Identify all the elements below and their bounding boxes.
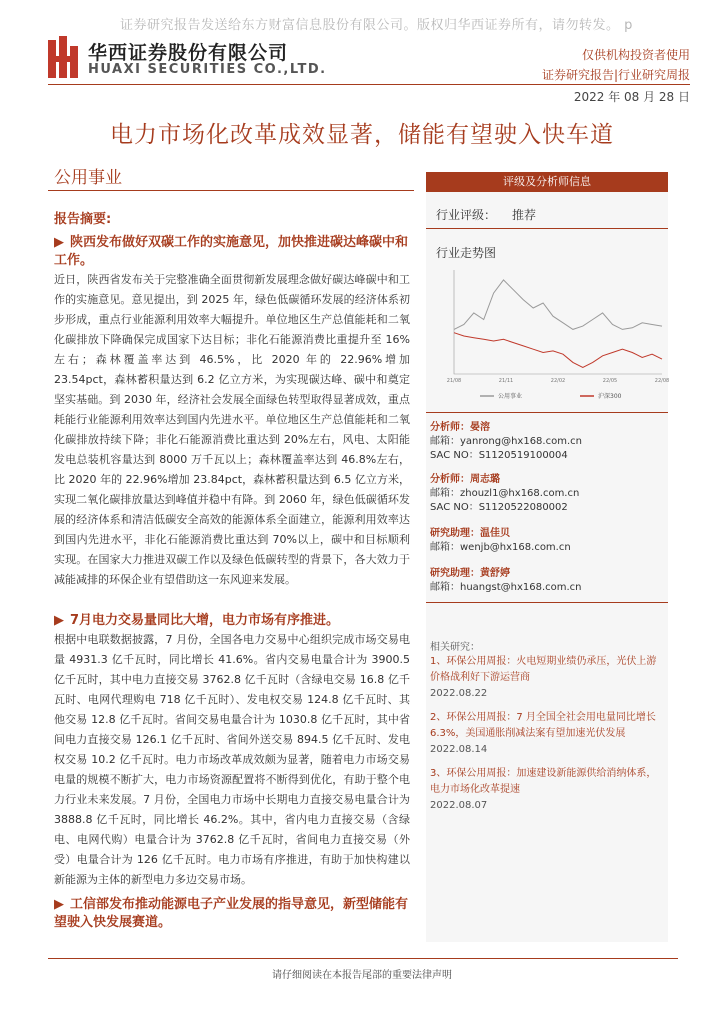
trend-chart-label: 行业走势图 bbox=[436, 246, 497, 260]
bullet-text: 工信部发布推动能源电子产业发展的指导意见，新型储能有望驶入快发展赛道。 bbox=[54, 897, 409, 930]
legend-label: 公用事业 bbox=[498, 393, 523, 400]
sector-label: 公用事业 bbox=[54, 168, 122, 188]
analyst-1-name: 分析师：晏溶 bbox=[430, 422, 490, 433]
sidebar-divider bbox=[426, 602, 668, 603]
bullet-heading-1 bbox=[54, 234, 410, 270]
summary-heading: 报告摘要: bbox=[54, 212, 112, 227]
assistant-1-name: 研究助理：温佳贝 bbox=[430, 528, 510, 539]
footer-divider bbox=[48, 958, 678, 959]
related-report-3[interactable]: 3、环保公用周报：加速建设新能源供给消纳体系，电力市场化改革提速 bbox=[430, 768, 657, 795]
company-name-en: HUAXI SECURITIES CO.,LTD. bbox=[88, 62, 327, 77]
huaxi-logo-icon bbox=[48, 36, 78, 78]
report-title: 电力市场化改革成效显著，储能有望驶入快车道 bbox=[110, 122, 614, 148]
analyst-2-email: 邮箱：zhouzl1@hx168.com.cn bbox=[430, 488, 580, 499]
sidebar-header: 评级及分析师信息 bbox=[426, 172, 668, 192]
x-tick-label: 22/08 bbox=[654, 378, 670, 384]
chart-axes bbox=[454, 270, 662, 374]
paragraph-1: 近日，陕西省发布关于完整准确全面贯彻新发展理念做好碳达峰碳中和工作的实施意见。意见提出，到 2025 年，绿色低碳循环发展的经济体系初步形成，重点行业能源利用效率大幅提升。单位地区生产总值能耗和二氧化碳排放下降确保完成国家下达目标；非化石能源消费比重提升至 16%左右；森林覆盖率达到 46.5%，比 2020 年的 22.96%增加 23.54pct，森林蓄积量达到 6.2 亿立方米，为实现碳达峰、碳中和奠定坚实基础。到 2030 年，经济社会发展全面绿色转型取得显著成效，重点耗能行业能源利用效率达到国内先进水平。单位地区生产总值能耗和二氧化碳排放持续下降；非化石能源消费比重达到 20%左右，风电、太阳能发电总装机容量达到 8000 万千瓦以上；森林覆盖率达到 46.8%左右，比 2020 年的 22.96%增加 23.84pct，森林蓄积量达到 6.5 亿立方米，实现二氧化碳排放量达到峰值并稳中有降。到 2060 年，绿色低碳循环发展的经济体系和清洁低碳安全高效的能源体系全面建立，能源利用效率达到国内先进水平，非化石能源消费比重达到 70%以上，碳中和目标顺利实现。在国家大力推进双碳工作以及绿色低碳转型的背景下，各大效力于减能减排的环保企业有望借助这一东风迎来发展。 bbox=[54, 273, 410, 586]
related-report-1[interactable]: 1、环保公用周报：火电短期业绩仍承压，光伏上游价格战利好下游运营商 bbox=[430, 656, 657, 683]
related-report-1-date: 2022.08.22 bbox=[430, 688, 488, 699]
sidebar-divider bbox=[426, 228, 668, 229]
triangle-bullet-icon: ▶ bbox=[54, 613, 64, 628]
legal-footer: 请仔细阅读在本报告尾部的重要法律声明 bbox=[272, 970, 452, 981]
triangle-bullet-icon: ▶ bbox=[54, 897, 64, 912]
rating-label: 行业评级： bbox=[436, 208, 497, 222]
assistant-2-name: 研究助理：黄舒婷 bbox=[430, 568, 510, 579]
bullet-heading-2 bbox=[54, 612, 410, 630]
related-report-2-date: 2022.08.14 bbox=[430, 744, 488, 755]
bullet-heading-3 bbox=[54, 896, 410, 932]
analyst-1-sac: SAC NO：S1120519100004 bbox=[430, 450, 568, 461]
paragraph-2: 根据中电联数据披露，7 月份，全国各电力交易中心组织完成市场交易电量 4931.3 亿千瓦时，同比增长 41.6%。省内交易电量合计为 3900.5 亿千瓦时，其中电力直接交易 3762.8 亿千瓦时（含绿电交易 16.8 亿千瓦时、电网代理购电 718 亿千瓦时）、发电权交易 124.8 亿千瓦时、其他交易 12.8 亿千瓦时。省间交易电量合计为 1030.8 亿千瓦时，其中省间电力直接交易 126.1 亿千瓦时、省间外送交易 894.5 亿千瓦时、发电权交易 10.2 亿千瓦时。电力市场改革成效颇为显著，随着电力市场交易电量的规模不断扩大，电力市场资源配置将不断得到优化，有助于整个电力行业未来发展。7 月份，全国电力市场中长期电力直接交易电量合计为 3888.8 亿千瓦时，同比增长 46.2%。其中，省内电力直接交易（含绿电、电网代购）电量合计为 3762.8 亿千瓦时，省间电力直接交易（外受）电量合计为 126 亿千瓦时。电力市场有序推进，有助于加快构建以新能源为主体的新型电力多边交易市场。 bbox=[54, 633, 410, 886]
rating-value: 推荐 bbox=[512, 208, 537, 222]
series-line-1 bbox=[454, 280, 662, 330]
bullet-text: 陕西发布做好双碳工作的实施意见，加快推进碳达峰碳中和工作。 bbox=[54, 235, 409, 268]
related-research-heading: 相关研究： bbox=[430, 642, 480, 653]
analyst-2-sac: SAC NO：S1120522080002 bbox=[430, 502, 568, 513]
assistant-1-email: 邮箱：wenjb@hx168.com.cn bbox=[430, 542, 571, 553]
series-line-2 bbox=[454, 333, 662, 368]
triangle-bullet-icon: ▶ bbox=[54, 235, 64, 250]
related-report-2[interactable]: 2、环保公用周报：7 月全国全社会用电量同比增长 6.3%，美国通胀削减法案有望加速光伏发展 bbox=[430, 712, 656, 739]
watermark-text: 证券研究报告发送给东方财富信息股份有限公司。版权归华西证券所有，请勿转发。 p bbox=[120, 18, 633, 33]
x-tick-label: 21/11 bbox=[498, 378, 514, 384]
report-date: 2022 年 08 月 28 日 bbox=[573, 90, 690, 104]
x-tick-label: 22/02 bbox=[550, 378, 566, 384]
sector-divider bbox=[48, 190, 414, 191]
industry-trend-chart bbox=[430, 262, 670, 410]
analyst-2-name: 分析师：周志璐 bbox=[430, 474, 500, 485]
report-type: 证券研究报告|行业研究周报 bbox=[541, 68, 690, 82]
x-tick-label: 22/05 bbox=[602, 378, 618, 384]
company-name-cn: 华西证券股份有限公司 bbox=[88, 42, 289, 64]
legend-label: 沪深300 bbox=[598, 393, 622, 400]
x-tick-label: 21/08 bbox=[446, 378, 462, 384]
assistant-2-email: 邮箱：huangst@hx168.com.cn bbox=[430, 582, 582, 593]
investor-note: 仅供机构投资者使用 bbox=[581, 48, 690, 62]
bullet-text: 7月电力交易量同比大增，电力市场有序推进。 bbox=[70, 613, 340, 628]
related-report-3-date: 2022.08.07 bbox=[430, 800, 488, 811]
analyst-1-email: 邮箱：yanrong@hx168.com.cn bbox=[430, 436, 582, 447]
sidebar-divider bbox=[426, 412, 668, 413]
header-divider bbox=[48, 84, 690, 85]
